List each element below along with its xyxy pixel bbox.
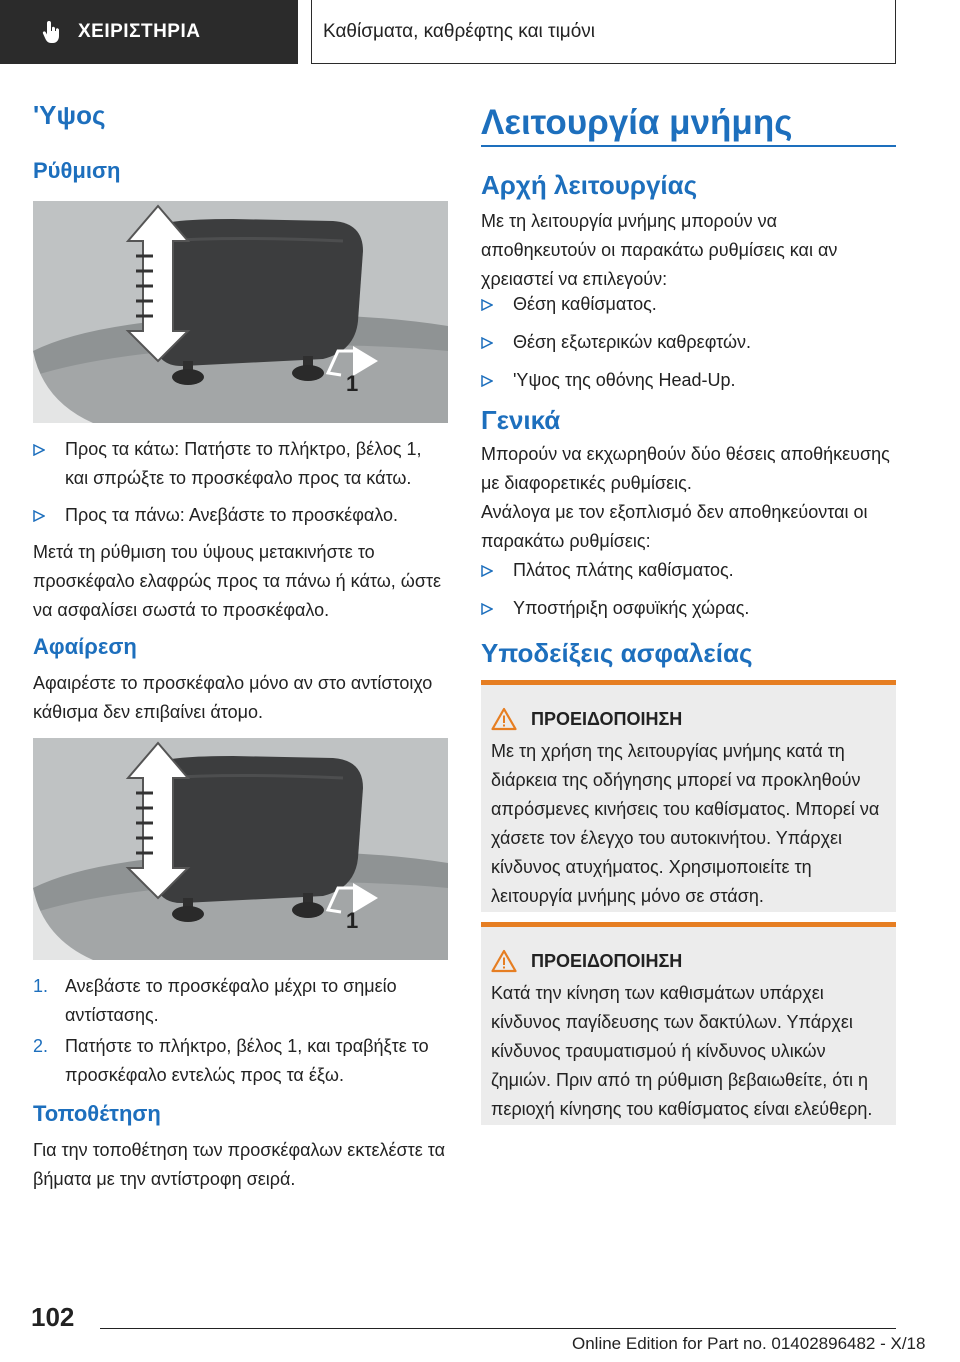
warning-box-1 <box>481 680 896 912</box>
install-heading: Τοποθέτηση <box>33 1101 161 1126</box>
bullet-text: Θέση καθίσματος. <box>513 294 657 314</box>
list-item <box>481 328 896 357</box>
page-number: 102 <box>31 1302 75 1332</box>
bullet-text: Προς τα κάτω: Πατήστε το πλήκτρο, βέλος 1, και σπρώξτε το προσκέφαλο προς τα κάτω. <box>65 439 422 488</box>
warning-bar <box>481 922 896 927</box>
footer-rule <box>100 1328 896 1329</box>
bullet-text: Υποστήριξη οσφυϊκής χώρας. <box>513 598 750 618</box>
bullet-triangle-icon <box>33 444 45 456</box>
hand-pointer-icon <box>42 20 62 44</box>
list-item <box>33 972 448 1030</box>
manual-tab-label: ΧΕΙΡΙΣΤΗΡΙΑ <box>78 21 201 42</box>
warning-text: Κατά την κίνηση των καθισμάτων υπάρχει κίνδυνος παγίδευσης των δακτύλων. Υπάρχει κίνδυνος τραυματισμού ή κίνδυνος υλικών ζημιών. Πριν από τη ρύθμιση βεβαιωθείτε, ότι η περιοχή κίνησης του καθίσματος είναι ελεύθερη. <box>491 983 873 1119</box>
chapter-tab-label: Καθίσματα, καθρέφτης και τιμόνι <box>323 20 596 42</box>
bullet-triangle-icon <box>481 565 493 577</box>
warning-box-2 <box>481 922 896 1125</box>
general-text-1: Μπορούν να εκχωρηθούν δύο θέσεις αποθήκευσης με διαφορετικές ρυθμίσεις. <box>481 444 890 493</box>
principle-heading: Αρχή λειτουργίας <box>481 170 698 200</box>
adjust-heading: Ρύθμιση <box>33 158 121 183</box>
step-text: Ανεβάστε το προσκέφαλο μέχρι το σημείο αντίστασης. <box>65 976 397 1025</box>
bullet-text: Πλάτος πλάτης καθίσματος. <box>513 560 734 580</box>
warning-bar <box>481 680 896 685</box>
general-bullet-list <box>481 556 896 623</box>
step-number: 2. <box>33 1036 49 1056</box>
step-text: Πατήστε το πλήκτρο, βέλος 1, και τραβήξτε το προσκέφαλο εντελώς προς τα έξω. <box>65 1036 429 1085</box>
bullet-text: Προς τα πάνω: Ανεβάστε το προσκέφαλο. <box>65 505 399 525</box>
headrest-illustration <box>33 738 448 960</box>
principle-bullet-list <box>481 290 896 395</box>
list-item <box>33 435 448 493</box>
heading-rule <box>481 145 896 147</box>
height-heading: 'Υψος <box>33 100 106 130</box>
bullet-triangle-icon <box>481 603 493 615</box>
removal-steps-list <box>33 972 448 1090</box>
bullet-triangle-icon <box>481 375 493 387</box>
step-number: 1. <box>33 976 49 996</box>
memory-heading: Λειτουργία μνήμης <box>481 103 793 142</box>
warning-header <box>481 943 896 979</box>
chapter-tab[interactable] <box>311 0 896 64</box>
list-item <box>481 366 896 395</box>
bullet-triangle-icon <box>481 299 493 311</box>
bullet-triangle-icon <box>481 337 493 349</box>
list-item <box>481 556 896 585</box>
manual-section-tab[interactable] <box>0 0 298 64</box>
warning-header <box>481 701 896 737</box>
headrest-height-image <box>33 201 448 423</box>
list-item <box>33 501 448 530</box>
removal-heading: Αφαίρεση <box>33 634 137 659</box>
headrest-illustration <box>33 201 448 423</box>
warning-title: ΠΡΟΕΙΔΟΠΟΙΗΣΗ <box>531 950 683 971</box>
list-item <box>33 1032 448 1090</box>
headrest-removal-image <box>33 738 448 960</box>
adjust-note: Μετά τη ρύθμιση του ύψους μετακινήστε το προσκέφαλο ελαφρώς προς τα πάνω ή κάτω, ώστε να ασφαλίσει σωστά το προσκέφαλο. <box>33 542 442 620</box>
image2-callout-number: 1 <box>346 908 359 933</box>
general-text-2: Ανάλογα με τον εξοπλισμό δεν αποθηκεύονται οι παρακάτω ρυθμίσεις: <box>481 502 868 551</box>
install-text: Για την τοποθέτηση των προσκέφαλων εκτελέστε τα βήματα με την αντίστροφη σειρά. <box>33 1140 445 1189</box>
image1-callout-number: 1 <box>346 371 359 396</box>
edition-text: Online Edition for Part no. 01402896482 - X/18 <box>572 1334 926 1353</box>
warning-triangle-icon <box>491 949 517 973</box>
warning-triangle-icon <box>491 707 517 731</box>
principle-text: Με τη λειτουργία μνήμης μπορούν να αποθηκευτούν οι παρακάτω ρυθμίσεις και αν χρειαστεί να επιλεγούν: <box>481 211 838 289</box>
page-header <box>0 0 960 66</box>
warning-text: Με τη χρήση της λειτουργίας μνήμης κατά τη διάρκεια της οδήγησης μπορεί να προκληθούν απρόσμενες κινήσεις του καθίσματος. Μπορεί να χάσετε τον έλεγχο του αυτοκινήτου. Υπάρχει κίνδυνος ατυχήματος. Χρησιμοποιείτε τη λειτουργία μνήμης μόνο σε στάση. <box>491 741 880 906</box>
list-item <box>481 290 896 319</box>
general-heading: Γενικά <box>481 405 561 435</box>
safety-heading: Υποδείξεις ασφαλείας <box>481 638 753 668</box>
warning-title: ΠΡΟΕΙΔΟΠΟΙΗΣΗ <box>531 708 683 729</box>
bullet-triangle-icon <box>33 510 45 522</box>
bullet-text: 'Υψος της οθόνης Head-Up. <box>513 370 736 390</box>
adjust-bullet-list <box>33 435 448 625</box>
bullet-text: Θέση εξωτερικών καθρεφτών. <box>513 332 752 352</box>
removal-text: Αφαιρέστε το προσκέφαλο μόνο αν στο αντίστοιχο κάθισμα δεν επιβαίνει άτομο. <box>33 673 433 722</box>
list-item <box>481 594 896 623</box>
